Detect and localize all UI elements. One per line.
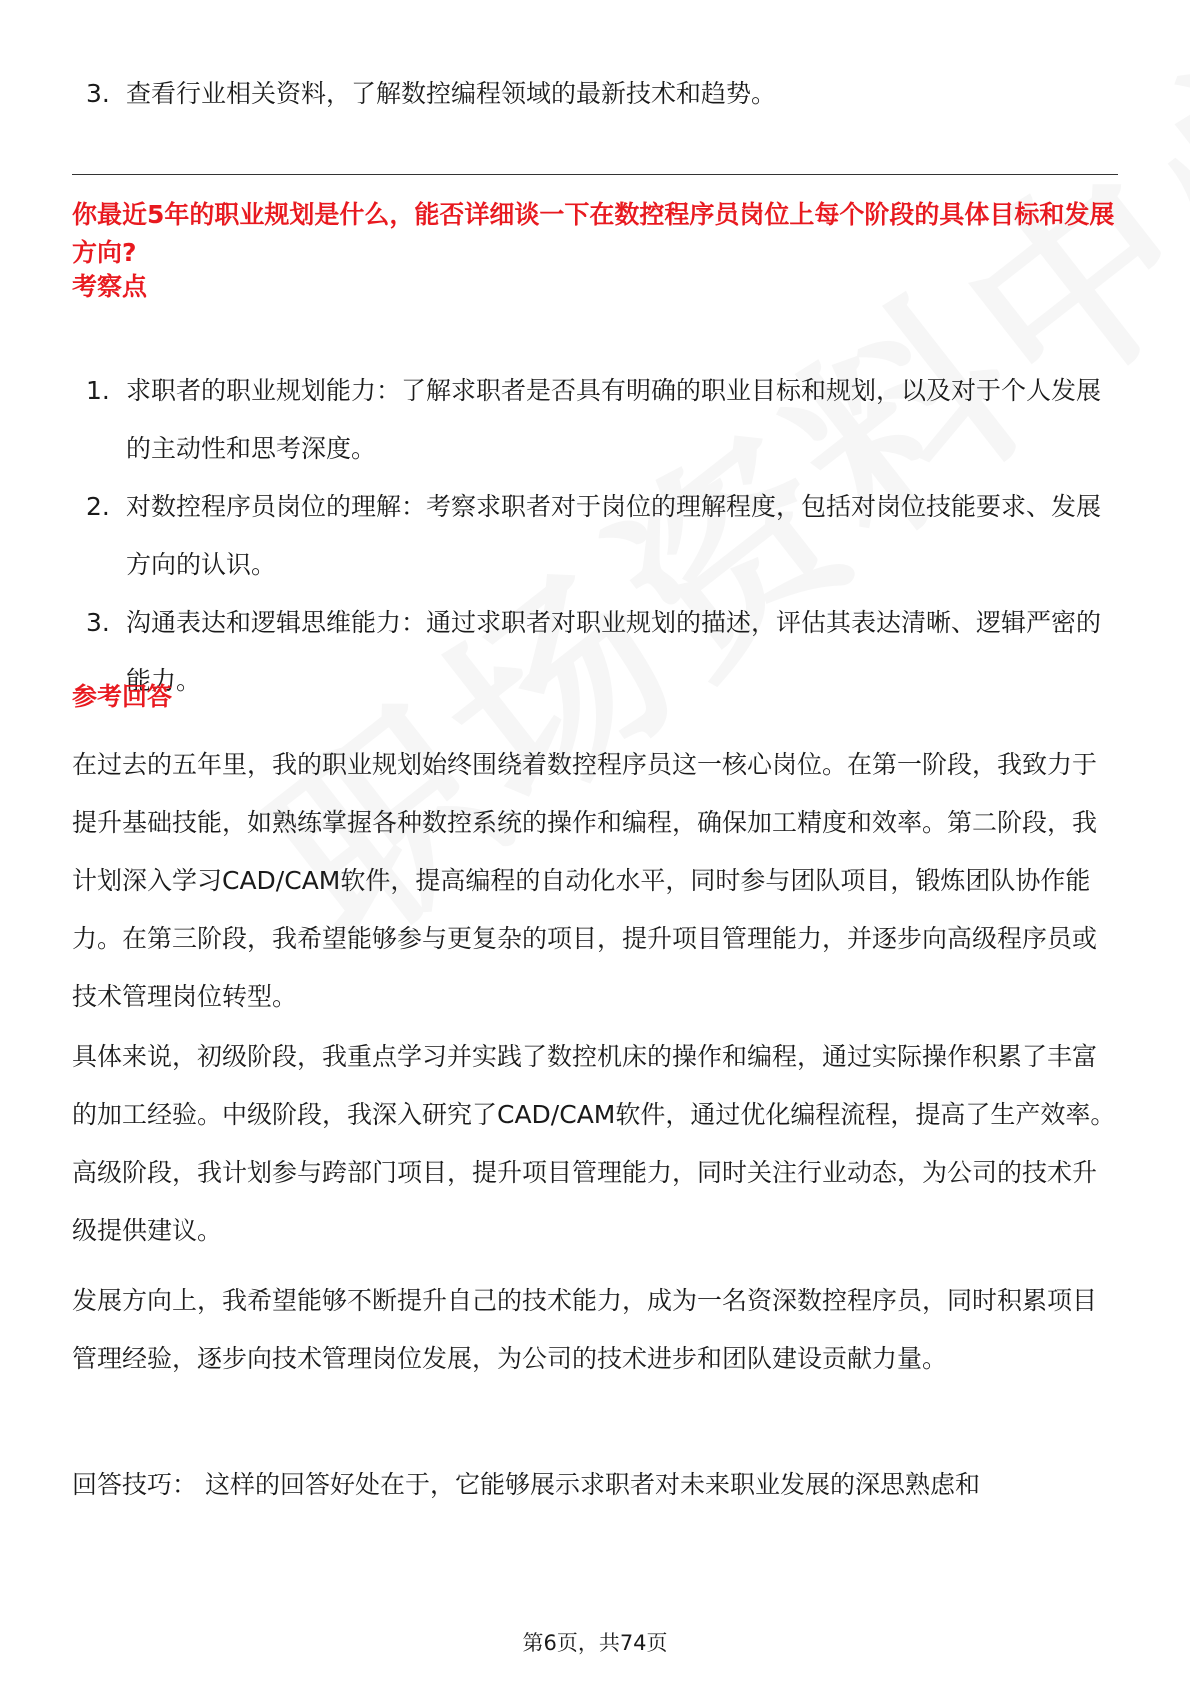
list-number: 2.: [86, 492, 110, 521]
question-heading: 你最近5年的职业规划是什么，能否详细谈一下在数控程序员岗位上每个阶段的具体目标和发展方向?: [72, 200, 1115, 267]
list-number: 1.: [86, 376, 110, 405]
list-item-text: 对数控程序员岗位的理解：考察求职者对于岗位的理解程度，包括对岗位技能要求、发展方向的认识。: [126, 492, 1102, 579]
assessment-heading: 考察点: [72, 272, 148, 301]
assessment-list: [86, 362, 1118, 710]
answer-paragraph: 在过去的五年里，我的职业规划始终围绕着数控程序员这一核心岗位。在第一阶段，我致力于提升基础技能，如熟练掌握各种数控系统的操作和编程，确保加工精度和效率。第二阶段，我计划深入学习CAD/CAM软件，提高编程的自动化水平，同时参与团队项目，锻炼团队协作能力。在第三阶段，我希望能够参与更复杂的项目，提升项目管理能力，并逐步向高级程序员或技术管理岗位转型。: [72, 750, 1098, 1011]
list-item: [86, 478, 1118, 594]
list-item-text: 查看行业相关资料，了解数控编程领域的最新技术和趋势。: [126, 79, 777, 108]
list-number: 3.: [86, 608, 110, 637]
list-item: [86, 362, 1118, 478]
list-item-text: 求职者的职业规划能力：了解求职者是否具有明确的职业目标和规划，以及对于个人发展的主动性和思考深度。: [126, 376, 1102, 463]
section-divider: [72, 174, 1118, 175]
answer-tip: 回答技巧： 这样的回答好处在于，它能够展示求职者对未来职业发展的深思熟虑和: [72, 1470, 980, 1499]
page-number: 第6页，共74页: [522, 1631, 668, 1655]
previous-list-item: [86, 72, 1116, 116]
answer-paragraph: 具体来说，初级阶段，我重点学习并实践了数控机床的操作和编程，通过实际操作积累了丰富的加工经验。中级阶段，我深入研究了CAD/CAM软件，通过优化编程流程，提高了生产效率。高级阶段，我计划参与跨部门项目，提升项目管理能力，同时关注行业动态，为公司的技术升级提供建议。: [72, 1042, 1116, 1245]
list-number: 3.: [86, 79, 110, 108]
reference-heading: 参考回答: [72, 682, 173, 711]
list-item-text: 沟通表达和逻辑思维能力：通过求职者对职业规划的描述，评估其表达清晰、逻辑严密的能力。: [126, 608, 1102, 695]
list-item: [86, 594, 1118, 710]
answer-paragraph: 发展方向上，我希望能够不断提升自己的技术能力，成为一名资深数控程序员，同时积累项目管理经验，逐步向技术管理岗位发展，为公司的技术进步和团队建设贡献力量。: [72, 1286, 1098, 1373]
